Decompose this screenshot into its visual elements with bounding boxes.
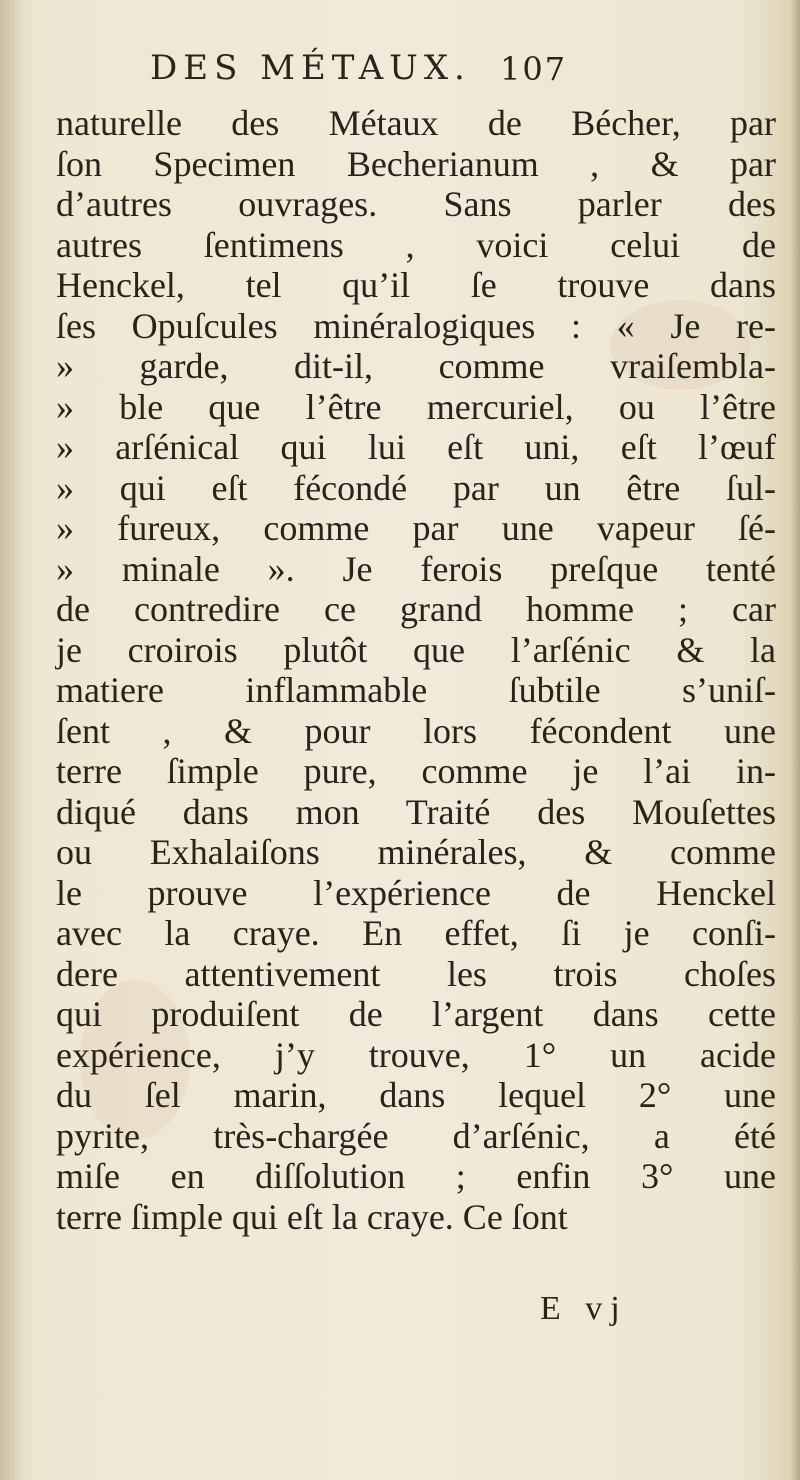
text-line: » fureux, comme par une vapeur ſé- (56, 508, 776, 548)
text-line: » qui eſt fécondé par un être ſul- (56, 467, 776, 508)
text-line: diqué dans mon Traité des Mouſettes (56, 791, 776, 832)
text-line: terre ſimple qui eſt la craye. Ce ſont (56, 1196, 568, 1237)
text-line: dere attentivement les trois choſes (56, 953, 776, 994)
text-line: de contredire ce grand homme ; car (56, 589, 776, 629)
text-line: miſe en diſſolution ; enfin 3° une (56, 1156, 776, 1196)
text-line: autres ſentimens , voici celui de (56, 224, 776, 265)
text-line: pyrite, très-chargée d’arſénic, a été (56, 1115, 776, 1156)
text-line: » arſénical qui lui eſt uni, eſt l’œuf (56, 427, 776, 467)
text-line: Henckel, tel qu’il ſe trouve dans (56, 265, 776, 305)
text-line: matiere inflammable ſubtile s’uniſ- (56, 670, 776, 710)
text-line: du ſel marin, dans lequel 2° une (56, 1075, 776, 1115)
page-header (0, 48, 800, 98)
text-line: le prouve l’expérience de Henckel (56, 872, 776, 913)
text-line: d’autres ouvrages. Sans parler des (56, 184, 776, 224)
text-line: » ble que l’être mercuriel, ou l’être (56, 386, 776, 427)
text-line: naturelle des Métaux de Bécher, par (56, 103, 776, 143)
text-line: terre ſimple pure, comme je l’ai in- (56, 751, 776, 791)
text-line: » minale ». Je ferois preſque tenté (56, 548, 776, 589)
signature-mark: E vj (540, 1290, 628, 1327)
body-text (56, 103, 776, 1237)
text-line: ſes Opuſcules minéralogiques : « Je re- (56, 305, 776, 346)
page-edge (790, 0, 800, 1480)
gutter-shadow (0, 0, 26, 1480)
text-line: » garde, dit-il, comme vraiſembla- (56, 346, 776, 386)
text-line: je croirois plutôt que l’arſénic & la (56, 629, 776, 670)
text-line: qui produiſent de l’argent dans cette (56, 994, 776, 1034)
running-title: DES MÉTAUX. (150, 48, 471, 88)
text-line: avec la craye. En effet, ſi je conſi- (56, 913, 776, 953)
page-number: 107 (500, 50, 568, 88)
text-line: ſent , & pour lors fécondent une (56, 710, 776, 751)
text-line: ou Exhalaiſons minérales, & comme (56, 832, 776, 872)
text-line: ſon Specimen Becherianum , & par (56, 143, 776, 184)
text-line: expérience, j’y trouve, 1° un acide (56, 1034, 776, 1075)
